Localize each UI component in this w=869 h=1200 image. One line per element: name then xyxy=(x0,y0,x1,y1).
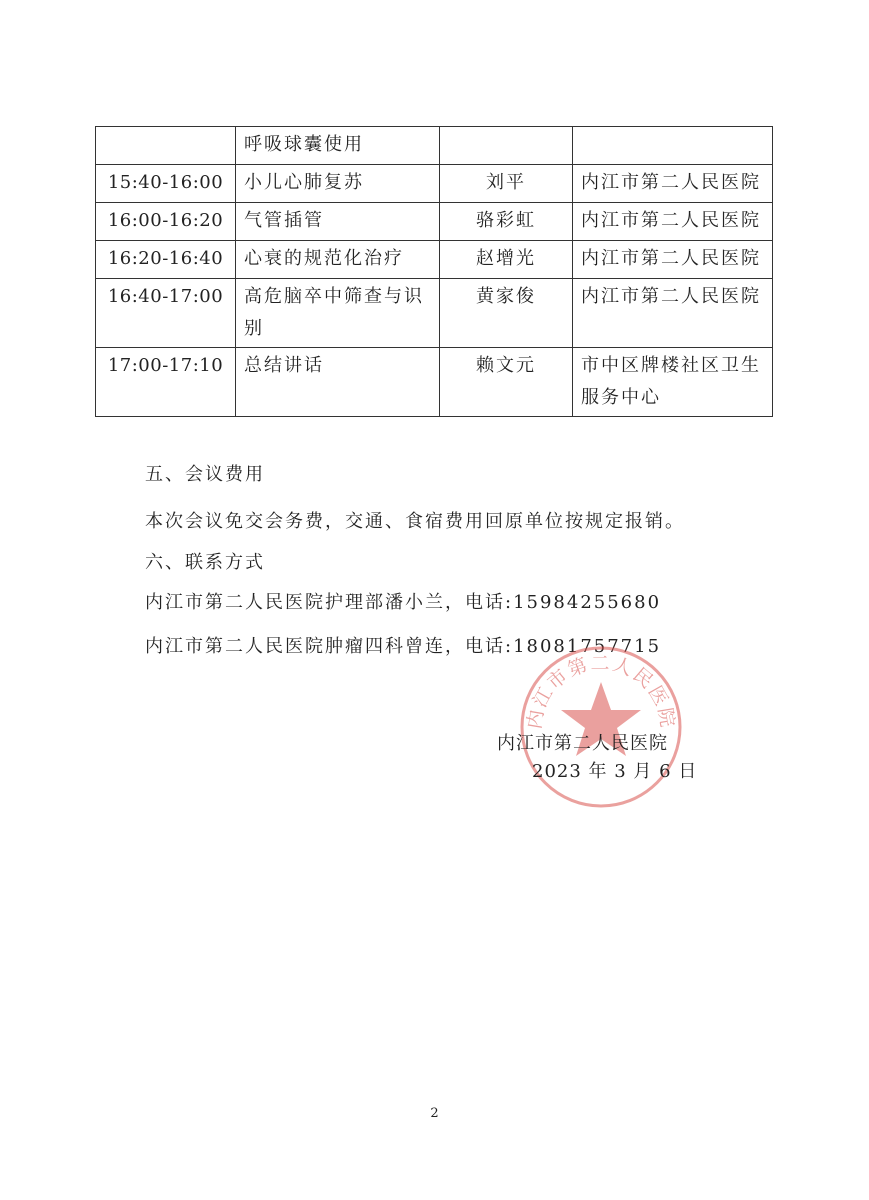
contact-line: 内江市第二人民医院护理部潘小兰，电话:15984255680 xyxy=(145,592,662,613)
table-row xyxy=(96,165,773,203)
table-row xyxy=(96,203,773,241)
table-row xyxy=(96,348,773,417)
org-cell: 市中区牌楼社区卫生服务中心 xyxy=(573,348,773,417)
time-cell: 15:40-16:00 xyxy=(96,165,236,203)
time-cell: 16:20-16:40 xyxy=(96,241,236,279)
org-cell xyxy=(573,127,773,165)
org-cell: 内江市第二人民医院 xyxy=(573,203,773,241)
time-cell: 16:00-16:20 xyxy=(96,203,236,241)
fees-text: 本次会议免交会务费，交通、食宿费用回原单位按规定报销。 xyxy=(145,511,685,532)
section-heading-contact: 六、联系方式 xyxy=(145,552,265,573)
time-cell: 16:40-17:00 xyxy=(96,279,236,348)
speaker-cell: 黄家俊 xyxy=(440,279,573,348)
signing-organization: 内江市第二人民医院 xyxy=(497,733,668,754)
topic-cell: 呼吸球囊使用 xyxy=(236,127,440,165)
topic-cell: 心衰的规范化治疗 xyxy=(236,241,440,279)
speaker-cell xyxy=(440,127,573,165)
org-cell: 内江市第二人民医院 xyxy=(573,241,773,279)
signing-date: 2023 年 3 月 6 日 xyxy=(532,761,698,782)
schedule-table xyxy=(95,126,773,417)
table-row xyxy=(96,127,773,165)
topic-cell: 气管插管 xyxy=(236,203,440,241)
topic-cell: 小儿心肺复苏 xyxy=(236,165,440,203)
speaker-cell: 骆彩虹 xyxy=(440,203,573,241)
table-row xyxy=(96,279,773,348)
topic-cell: 高危脑卒中筛查与识别 xyxy=(236,279,440,348)
section-heading-fees: 五、会议费用 xyxy=(145,464,265,485)
contact-line: 内江市第二人民医院肿瘤四科曾连，电话:18081757715 xyxy=(145,636,662,657)
table-row xyxy=(96,241,773,279)
speaker-cell: 刘平 xyxy=(440,165,573,203)
time-cell xyxy=(96,127,236,165)
official-seal-icon xyxy=(518,644,684,810)
page-number: 2 xyxy=(430,1106,439,1121)
topic-cell: 总结讲话 xyxy=(236,348,440,417)
time-cell: 17:00-17:10 xyxy=(96,348,236,417)
org-cell: 内江市第二人民医院 xyxy=(573,279,773,348)
speaker-cell: 赖文元 xyxy=(440,348,573,417)
speaker-cell: 赵增光 xyxy=(440,241,573,279)
seal-text: 内江市第二人民医院 xyxy=(523,652,679,731)
org-cell: 内江市第二人民医院 xyxy=(573,165,773,203)
